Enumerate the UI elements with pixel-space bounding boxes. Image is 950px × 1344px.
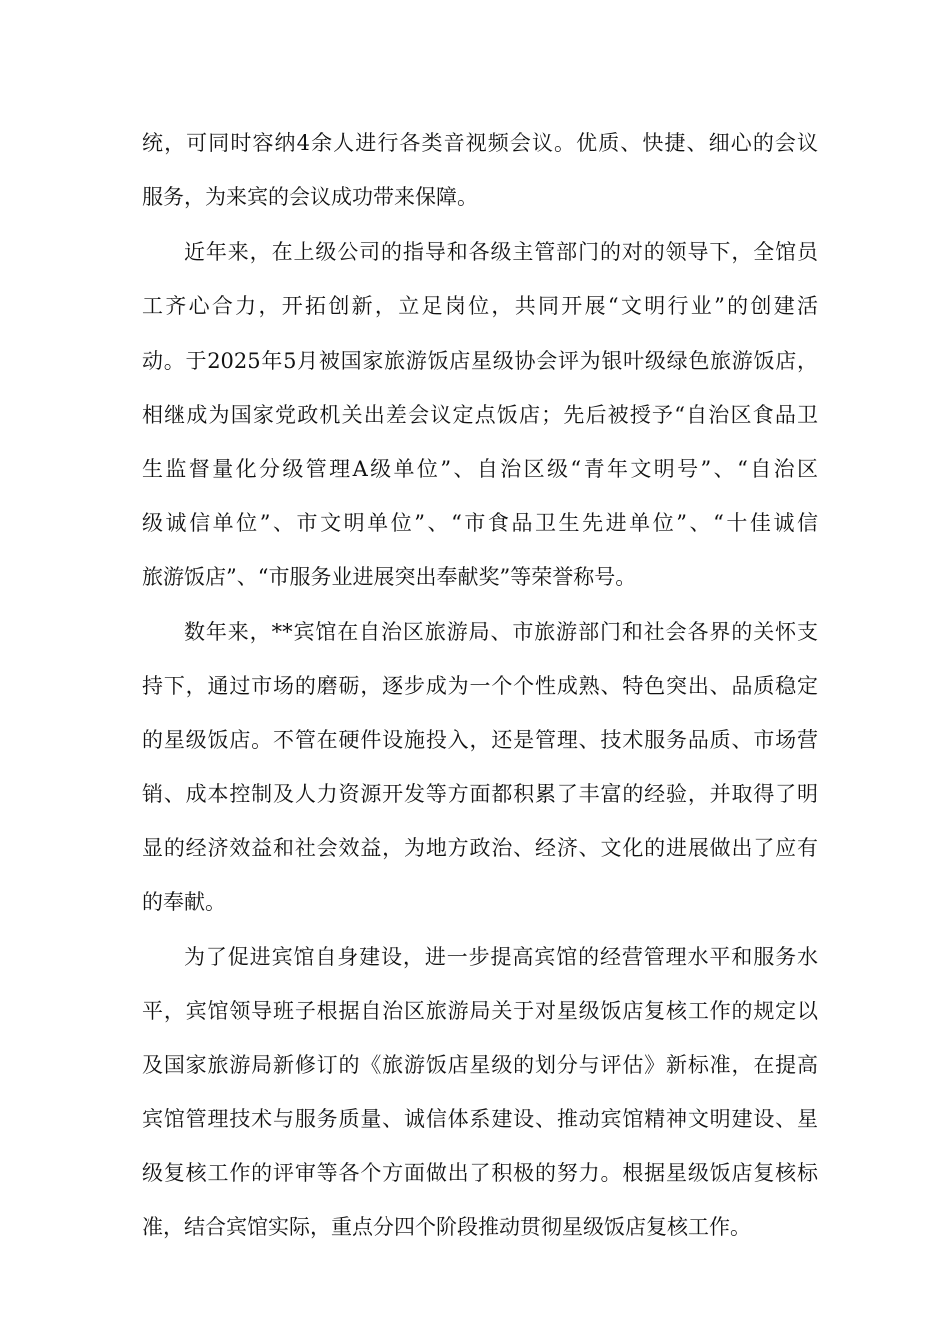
paragraph-4-line-3: 及国家旅游局新修订的《旅游饭店星级的划分与评估》新标准，在提高 — [142, 1053, 818, 1077]
paragraph-4-line-6: 准，结合宾馆实际，重点分四个阶段推动贯彻星级饭店复核工作。 — [142, 1215, 751, 1239]
paragraph-2-line-1: 近年来，在上级公司的指导和各级主管部门的对的领导下，全馆员 — [184, 240, 818, 264]
paragraph-3-line-6: 的奉献。 — [142, 890, 226, 914]
paragraph-3-line-4: 销、成本控制及人力资源开发等方面都积累了丰富的经验，并取得了明 — [142, 782, 818, 806]
paragraph-3-line-5: 显的经济效益和社会效益，为地方政治、经济、文化的进展做出了应有 — [142, 836, 818, 860]
paragraph-4-line-5: 级复核工作的评审等各个方面做出了积极的努力。根据星级饭店复核标 — [142, 1161, 818, 1185]
paragraph-1-line-2: 服务，为来宾的会议成功带来保障。 — [142, 185, 478, 209]
paragraph-4-line-2: 平，宾馆领导班子根据自治区旅游局关于对星级饭店复核工作的规定以 — [142, 999, 818, 1023]
paragraph-2-line-6: 级诚信单位”、市文明单位”、“市食品卫生先进单位”、“十佳诚信 — [142, 511, 818, 535]
paragraph-2-line-7: 旅游饭店”、“市服务业进展突出奉献奖”等荣誉称号。 — [142, 565, 637, 589]
paragraph-2-line-3: 动。于2025年5月被国家旅游饭店星级协会评为银叶级绿色旅游饭店， — [142, 349, 818, 373]
paragraph-4-line-1: 为了促进宾馆自身建设，进一步提高宾馆的经营管理水平和服务水 — [184, 945, 818, 969]
paragraph-1-line-1: 统，可同时容纳4余人进行各类音视频会议。优质、快捷、细心的会议 — [142, 131, 818, 155]
paragraph-2-line-4: 相继成为国家党政机关出差会议定点饭店；先后被授予“自治区食品卫 — [142, 403, 818, 427]
paragraph-3-line-2: 持下，通过市场的磨砺，逐步成为一个个性成熟、特色突出、品质稳定 — [142, 674, 818, 698]
paragraph-3-line-3: 的星级饭店。不管在硬件设施投入，还是管理、技术服务品质、市场营 — [142, 728, 818, 752]
paragraph-3-line-1: 数年来，**宾馆在自治区旅游局、市旅游部门和社会各界的关怀支 — [184, 620, 818, 644]
paragraph-2-line-5: 生监督量化分级管理A级单位”、自治区级“青年文明号”、“自治区 — [142, 457, 818, 481]
paragraph-4-line-4: 宾馆管理技术与服务质量、诚信体系建设、推动宾馆精神文明建设、星 — [142, 1107, 818, 1131]
paragraph-2-line-2: 工齐心合力，开拓创新，立足岗位，共同开展“文明行业”的创建活 — [142, 294, 818, 318]
